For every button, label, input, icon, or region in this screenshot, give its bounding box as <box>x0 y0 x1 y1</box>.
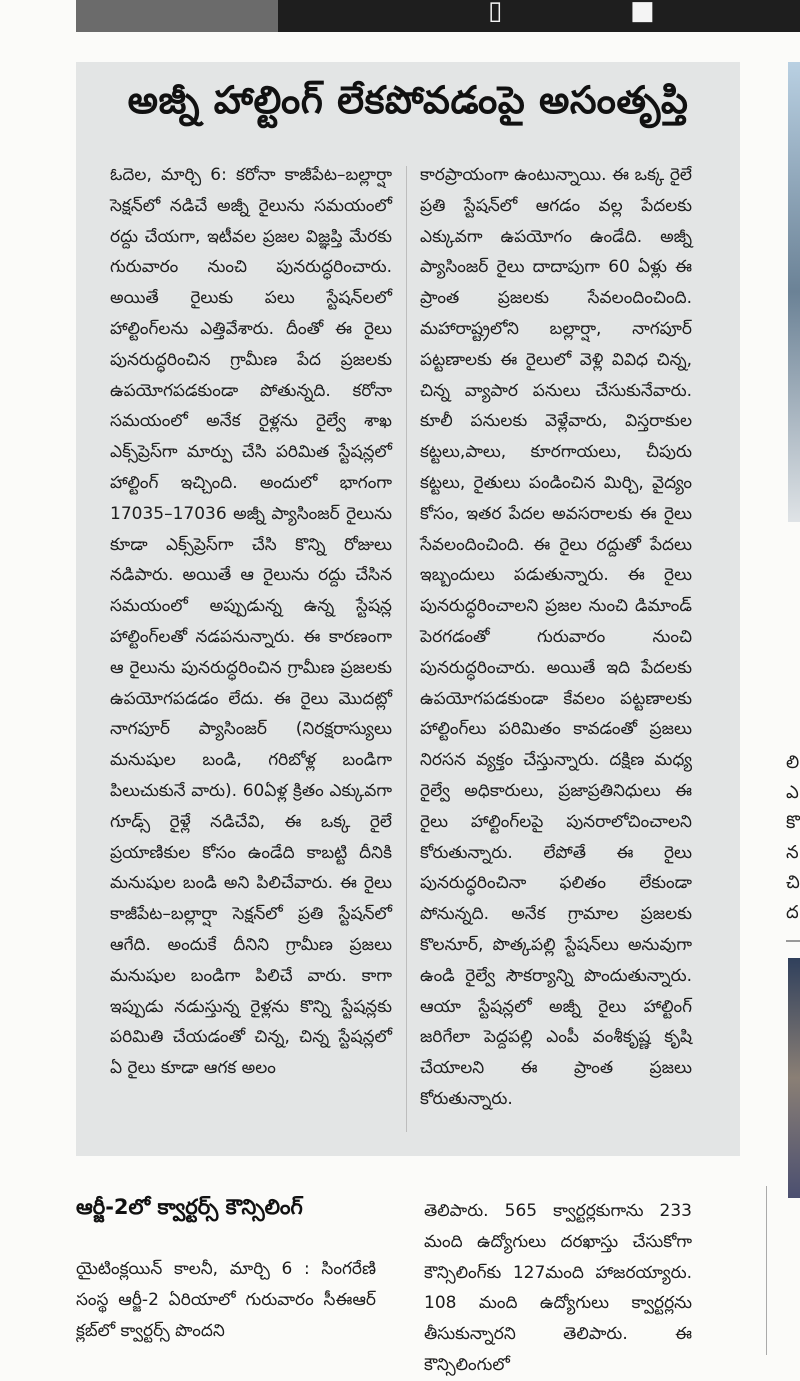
column-divider <box>406 166 407 1132</box>
second-article-headline: ఆర్జీ-2లో క్వార్టర్స్ కౌన్సిలింగ్ <box>76 1195 303 1219</box>
right-column-divider <box>766 1186 767 1355</box>
masthead-glyph-fragment: ▯ <box>488 0 503 26</box>
adjacent-article-fragment <box>786 748 800 928</box>
masthead-grey-segment <box>76 0 278 32</box>
article-column-2 <box>420 160 692 1115</box>
adjacent-photo-edge-2 <box>788 958 800 1198</box>
masthead-glyph-fragment: ■ <box>630 0 655 26</box>
fragment-line: చి <box>786 872 800 893</box>
adjacent-photo-edge <box>788 62 800 522</box>
fragment-line: లి <box>786 752 800 773</box>
second-article-column-2-text: తెలిపారు. 565 క్వార్టర్లకుగాను 233 మంది ఉద్యోగులు దరఖాస్తు చేసుకోగా కౌన్సిలింగ్‌కు 127మంది హాజరయ్యారు. 108 మంది ఉద్యోగులు క్వార్టర్లను తీసుకున్నారని తెలిపారు. ఈ కౌన్సిలింగులో <box>424 1201 692 1375</box>
fragment-line: ఎ <box>786 782 799 803</box>
second-article-column-2 <box>424 1196 692 1381</box>
fragment-line: కొ <box>786 812 800 833</box>
second-article-column-1-text: యైటింక్లయిన్ కాలనీ, మార్చి 6 : సింగరేణి సంస్థ ఆర్జీ-2 ఏరియాలో గురువారం సీఈఆర్ క్లబ్‌లో క్వార్టర్స్ పొందని <box>76 1259 376 1341</box>
article-column-1-text: ఓదెల, మార్చి 6: కరోనా కాజీపేట–బల్లార్షా సెక్షన్‌లో నడిచే అజ్నీ రైలును సమయంలో రద్దు చేయగా, ఇటీవల ప్రజల విజ్ఞప్తి మేరకు గురువారం నుంచి పునరుద్ధరించారు. అయితే రైలుకు పలు స్టేషన్‌లలో హాల్టింగ్‌లను ఎత్తివేశారు. దీంతో ఈ రైలు పునరుద్ధరించిన గ్రామీణ పేద ప్రజలకు ఉపయోగపడకుండా పోతున్నది. కరోనా సమయంలో అనేక రైళ్లను రైల్వే శాఖ ఎక్స్‌ప్రెస్‌గా మార్పు చేసి పరిమిత స్టేషన్లలో హాల్టింగ్ ఇచ్చింది. అందులో భాగంగా 17035–17036 అజ్నీ ప్యాసింజర్ రైలును కూడా ఎక్స్‌ప్రెస్‌గా చేసి కొన్ని రోజులు నడిపారు. అయితే ఆ రైలును రద్దు చేసిన సమయంలో అప్పుడున్న ఉన్న స్టేషన్ల హాల్టింగ్‌లతో నడపనున్నారు. ఈ కారణంగా ఆ రైలును పునరుద్ధరించిన గ్రామీణ ప్రజలకు ఉపయోగపడడం లేదు. ఈ రైలు మొదట్లో నాగపూర్ ప్యాసింజర్ (నిరక్షరాస్యులు మనుషుల బండి, గరిబోళ్ల బండిగా పిలుచుకునే వారు). 60ఏళ్ల క్రితం ఎక్కువగా గూడ్స్ రైళ్లే నడిచేవి, ఈ ఒక్క రైలే ప్రయాణికుల కోసం ఉండేది కాబట్టి దీనికి మనుషుల బండి అని పిలిచేవారు. ఈ రైలు కాజీపేట–బల్లార్షా సెక్షన్‌లో ప్రతి స్టేషన్‌లో ఆగేది. అందుకే దీనిని గ్రామీణ ప్రజలు మనుషుల బండిగా పిలిచే వారు. కాగా ఇప్పుడు నడుస్తున్న రైళ్లను కొన్ని స్టేషన్లకు పరిమితి చేయడంతో చిన్న, చిన్న స్టేషన్లలో ఏ రైలు కూడా ఆగక అలం <box>110 165 392 1079</box>
fragment-line: న <box>786 842 799 863</box>
second-article-column-1 <box>76 1254 376 1346</box>
article-column-2-text: కారప్రాయంగా ఉంటున్నాయి. ఈ ఒక్క రైలే ప్రతి స్టేషన్‌లో ఆగడం వల్ల పేదలకు ఎక్కువగా ఉపయోగం ఉండేది. అజ్నీ ప్యాసింజర్ రైలు దాదాపుగా 60 ఏళ్లు ఈ ప్రాంత ప్రజలకు సేవలందించింది. మహారాష్ట్రలోని బల్లార్షా, నాగపూర్ పట్టణాలకు ఈ రైలులో వెళ్లి వివిధ చిన్న, చిన్న వ్యాపార పనులు చేసుకునేవారు. కూలీ పనులకు వెళ్లేవారు, విస్తరాకుల కట్టలు,పాలు, కూరగాయలు, చీపురు కట్టలు, రైతులు పండించిన మిర్చి, వైద్యం కోసం, ఇతర పేదల అవసరాలకు ఈ రైలు సేవలందించింది. ఈ రైలు రద్దుతో పేదలు ఇబ్బందులు పడుతున్నారు. ఈ రైలు పునరుద్ధరించాలని ప్రజల నుంచి డిమాండ్ పెరగడంతో గురువారం నుంచి పునరుద్ధరించారు. అయితే ఇది పేదలకు ఉపయోగపడకుండా కేవలం పట్టణాలకు హాల్టింగ్‌లు పరిమితం కావడంతో ప్రజలు నిరసన వ్యక్తం చేస్తున్నారు. దక్షిణ మధ్య రైల్వే అధికారులు, ప్రజాప్రతినిధులు ఈ రైలు హాల్టింగ్‌లపై పునరాలోచించాలని కోరుతున్నారు. లేపోతే ఈ రైలు పునరుద్ధరించినా ఫలితం లేకుండా పోనున్నది. అనేక గ్రామాల ప్రజలకు కొలనూర్, పొత్కపల్లి స్టేషన్‌లు అనువుగా ఉండి రైల్వే సౌకర్యాన్ని పొందుతున్నారు. ఆయా స్టేషన్లలో అజ్నీ రైలు హాల్టింగ్ జరిగేలా పెద్దపల్లి ఎంపీ వంశీకృష్ణ కృషి చేయాలని ఈ ప్రాంత ప్రజలు కోరుతున్నారు. <box>420 165 692 1109</box>
top-masthead-band <box>76 0 800 32</box>
adjacent-rule <box>786 940 800 942</box>
article-headline: అజ్నీ హాల్టింగ్ లేకపోవడంపై అసంతృప్తి <box>127 78 689 122</box>
article-column-1 <box>110 160 392 1084</box>
fragment-line: ద <box>786 902 799 923</box>
